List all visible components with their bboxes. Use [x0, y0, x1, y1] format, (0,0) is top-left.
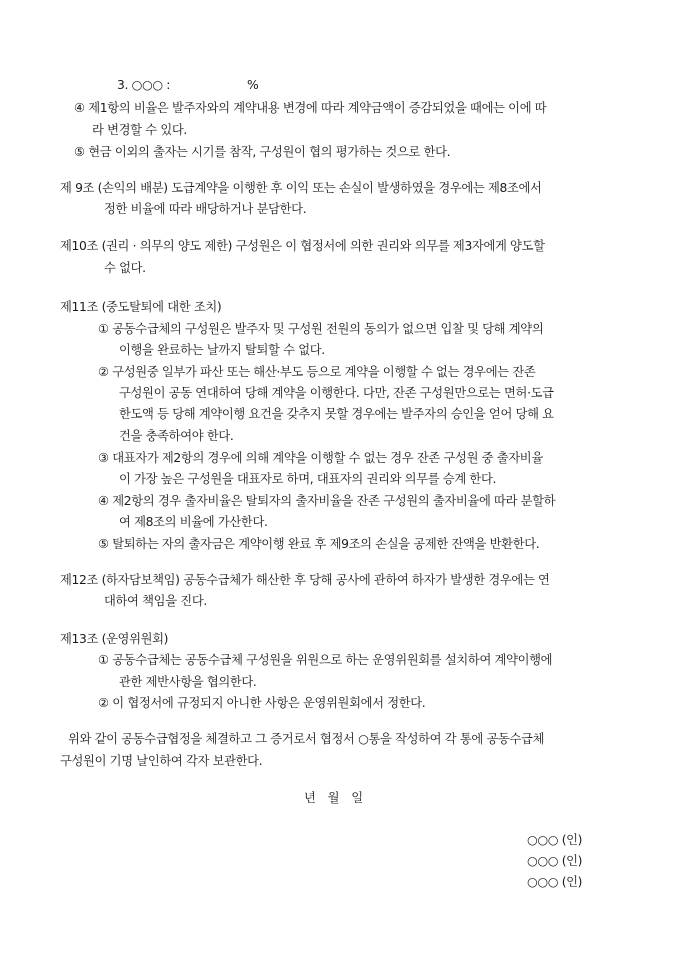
- article-11-item-2-line-1: ② 구성원중 일부가 파산 또는 해산·부도 등으로 계약을 이행할 수 없는 경우에는 잔존: [98, 365, 536, 379]
- closing-line-1: 위와 같이 공동수급협정을 체결하고 그 증거로서 협정서 ○통을 작성하여 각 통에 공동수급체: [68, 732, 545, 746]
- article-11-item-3-line-2: 이 가장 높은 구성원을 대표자로 하며, 대표자의 권리와 의무를 승계 한다.: [119, 472, 497, 486]
- article-9-line-1: 제 9조 (손익의 배분) 도급계약을 이행한 후 이익 또는 손실이 발생하였을 경우에는 제8조에서: [60, 181, 542, 195]
- article-11-item-1-line-1: ① 공동수급체의 구성원은 발주자 및 구성원 전원의 동의가 없으면 입찰 및 당해 계약의: [98, 322, 544, 336]
- article-12-line-1: 제12조 (하자담보책임) 공동수급체가 해산한 후 당해 공사에 관하여 하자가 발생한 경우에는 연: [60, 573, 550, 587]
- article-11-item-4-line-2: 여 제8조의 비율에 가산한다.: [119, 515, 268, 529]
- paragraph-5: ⑤ 현금 이외의 출자는 시기를 참작, 구성원이 협의 평가하는 것으로 한다.: [74, 145, 451, 159]
- article-11-item-2-line-4: 건을 충족하여야 한다.: [119, 429, 234, 443]
- paragraph-4-line-2: 라 변경할 수 있다.: [92, 123, 187, 137]
- item-3-percent: %: [247, 78, 259, 92]
- item-3-line: 3. ○○○ :: [117, 78, 171, 92]
- article-12-line-2: 대하여 책임을 진다.: [104, 594, 207, 608]
- article-10-line-2: 수 없다.: [104, 261, 146, 275]
- article-11-item-1-line-2: 이행을 완료하는 날까지 탈퇴할 수 없다.: [119, 343, 325, 357]
- article-11-item-2-line-2: 구성원이 공동 연대하여 당해 계약을 이행한다. 다만, 잔존 구성원만으로는 면허·도급: [119, 386, 554, 400]
- article-11-item-3-line-1: ③ 대표자가 제2항의 경우에 의해 계약을 이행할 수 없는 경우 잔존 구성원 중 출자비율: [98, 451, 543, 465]
- article-11-item-5: ⑤ 탈퇴하는 자의 출자금은 계약이행 완료 후 제9조의 손실을 공제한 잔액을 반환한다.: [98, 537, 540, 551]
- signature-1: ○○○ (인): [527, 833, 583, 847]
- closing-line-2: 구성원이 기명 날인하여 각자 보관한다.: [60, 754, 263, 768]
- article-13-item-1-line-1: ① 공동수급체는 공동수급체 구성원을 위원으로 하는 운영위원회를 설치하여 계약이행에: [98, 653, 553, 667]
- article-11-item-4-line-1: ④ 제2항의 경우 출자비율은 탈퇴자의 출자비율을 잔존 구성원의 출자비율에 따라 분할하: [98, 494, 556, 508]
- article-9-line-2: 정한 비율에 따라 배당하거나 분담한다.: [104, 202, 307, 216]
- article-10-line-1: 제10조 (권리 · 의무의 양도 제한) 구성원은 이 협정서에 의한 권리와 의무를 제3자에게 양도할: [60, 239, 545, 253]
- paragraph-4-line-1: ④ 제1항의 비율은 발주자와의 계약내용 변경에 따라 계약금액이 증감되었을 때에는 이에 따: [74, 101, 547, 115]
- article-13-title: 제13조 (운영위원회): [60, 632, 169, 646]
- article-13-item-2: ② 이 협정서에 규정되지 아니한 사항은 운영위원회에서 정한다.: [98, 696, 426, 710]
- signature-3: ○○○ (인): [527, 875, 583, 889]
- article-13-item-1-line-2: 관한 제반사항을 협의한다.: [119, 675, 257, 689]
- article-11-item-2-line-3: 한도액 등 당해 계약이행 요건을 갖추지 못할 경우에는 발주자의 승인을 얻어 당해 요: [119, 407, 554, 421]
- article-11-title: 제11조 (중도탈퇴에 대한 조치): [60, 300, 222, 314]
- signature-2: ○○○ (인): [527, 854, 583, 868]
- date-line: 년 월 일: [304, 791, 364, 805]
